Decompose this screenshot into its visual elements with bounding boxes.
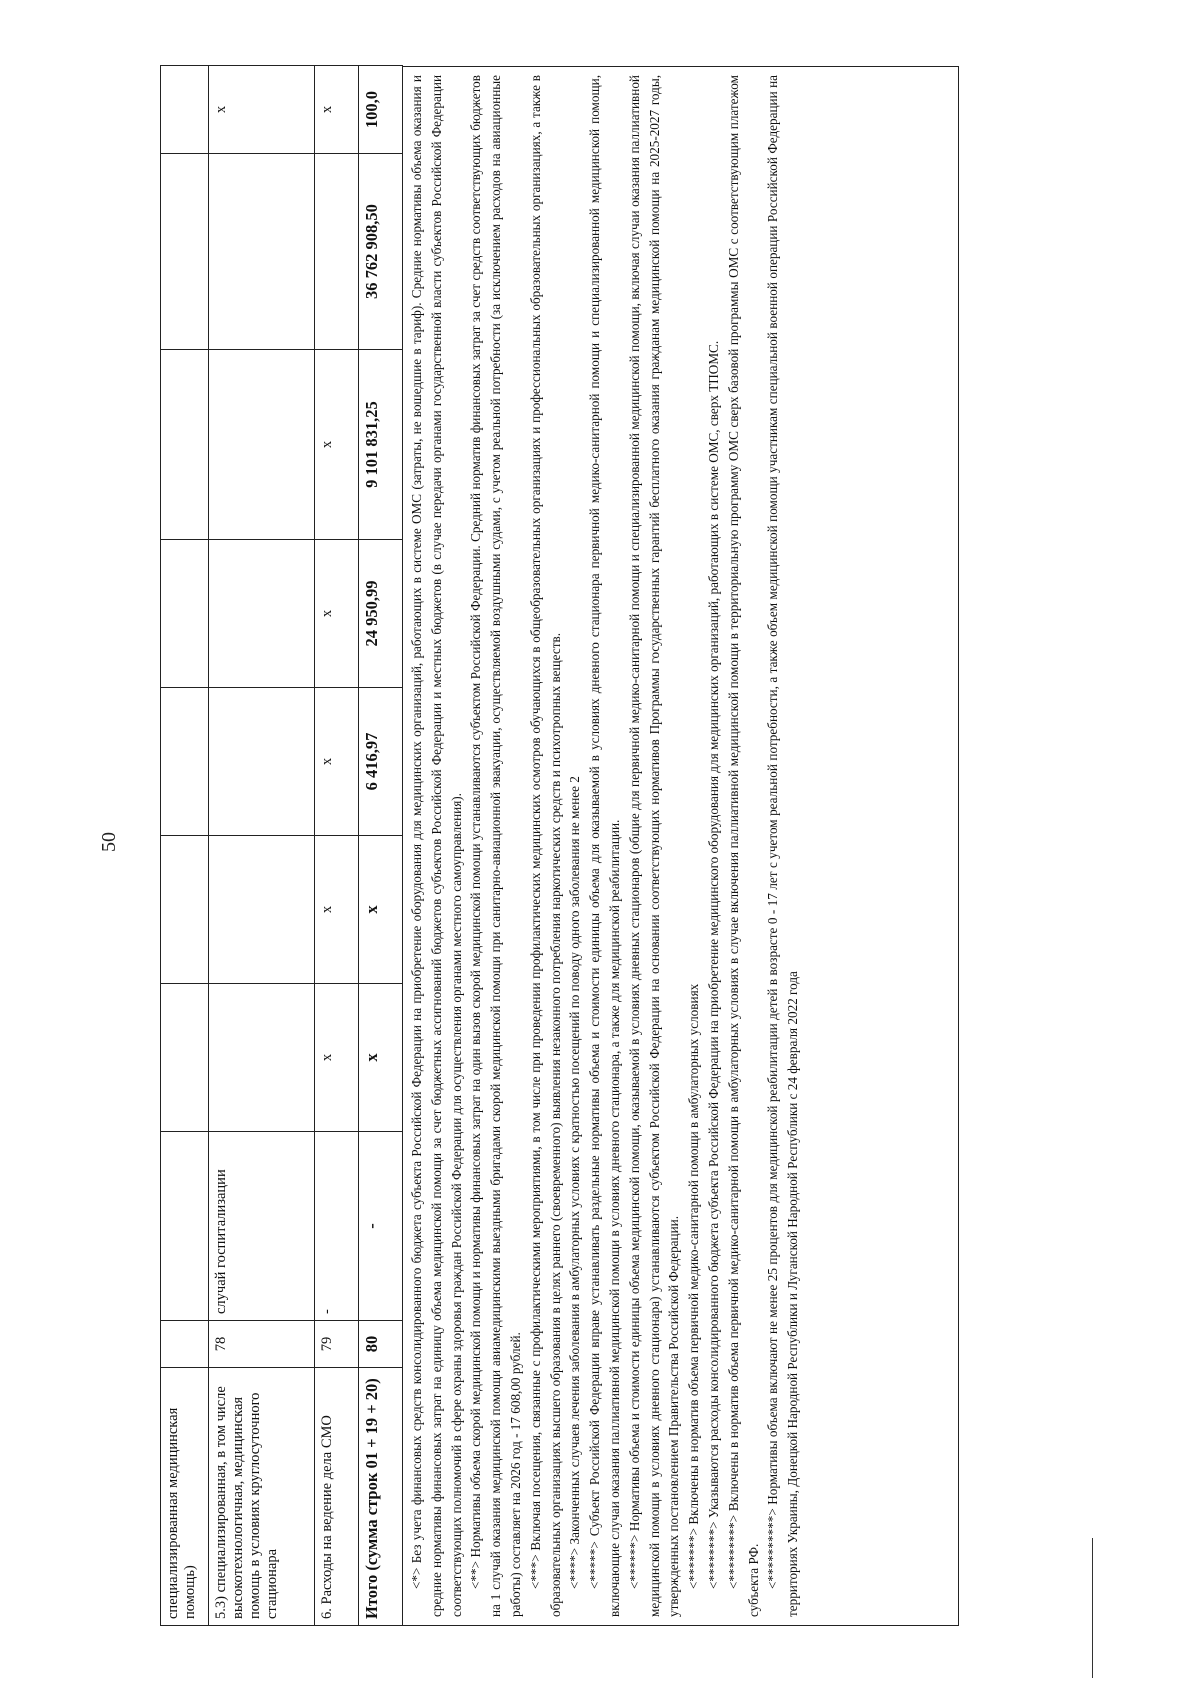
row-label: Итого (сумма строк 01 + 19 + 20) [359,1368,403,1626]
footnote: <**********> Нормативы объема включают не менее 25 процентов для медицинской реабилитации детей в возрасте 0 - 17 лет с учетом реальной потребности, а также объем медицинской помощи участникам специальной военной операции Российской Федерации на территориях Украины, Донецкой Народной Республики и Луганской Народной Республики с 24 февраля 2022 года [765,75,801,1617]
footnote: <*****> Субъект Российской Федерации вправе устанавливать раздельные нормативы объема и стоимости единицы объема для оказываемой в условиях дневного стационара первичной медико-санитарной помощи и специализированной медицинской помощи, включающие случаи оказания паллиативной медицинской помощи в условиях дневного стационара, а также для медицинской реабилитации. [587,75,622,1617]
footnote: <******> Нормативы объема и стоимости единицы объема медицинской помощи, оказываемой в условиях дневных стационаров (общие для первичной медико-санитарной помощи и специализированной медицинской помощи, включая случаи оказания паллиативной медицинской помощи в условиях дневного стационара) устанавливаются субъектом Российской Федерации на основании соответствующих нормативов Программы государственных гарантий бесплатного оказания гражданам медицинской помощи на 2025-2027 годы, утвержденных постановлением Правительства Российской Федерации. [626,75,682,1617]
row-label: 6. Расходы на ведение дела СМО [315,1368,359,1626]
footnote: <********> Указываются расходы консолидированного бюджета субъекта Российской Федерации на приобретение медицинского оборудования для медицинских организаций, работающих в системе ОМС, сверх ТПОМС. [705,340,721,1589]
unit-cell: - [315,1132,359,1321]
rotated-page-content [160,66,1060,1626]
table-row: 6. Расходы на ведение дела СМО 79 - x x x x x x [315,66,359,1626]
row-label: 5.3) специализированная, в том числе высокотехнологичная, медицинская помощь в условиях круглосуточного стационара [209,1368,315,1626]
footnote: <**> Нормативы объема скорой медицинской помощи и нормативы финансовых затрат на один вызов скорой медицинской помощи устанавливаются субъектом Российской Федерации. Средний норматив финансовых затрат за счет средств соответствующих бюджетов на 1 случай оказания медицинской помощи авиамедицинскими выездными бригадами скорой медицинской помощи при санитарно-авиационной эвакуации, осуществляемой воздушными судами, с учетом реальной потребности (за исключением расходов на авиационные работы) составляет на 2026 год - 17 608,00 рублей. [468,75,523,1617]
footnotes [403,66,959,1626]
table-row [161,66,209,1626]
row-number: 80 [359,1321,403,1368]
page-number: 50 [98,832,120,852]
table-row: 5.3) специализированная, в том числе высокотехнологичная, медицинская помощь в условиях круглосуточного стационара 78 случай госпитализации x [209,66,315,1626]
footnote: <*******> Включены в норматив объема первичной медико-санитарной помощи в амбулаторных условиях [686,983,702,1589]
footnote: <****> Законченных случаев лечения заболевания в амбулаторных условиях с кратностью посещений по поводу одного заболевания не менее 2 [567,776,583,1589]
footnote: <*> Без учета финансовых средств консолидированного бюджета субъекта Российской Федерации на приобретение оборудования для медицинских организаций, работающих в системе ОМС (затраты, не вошедшие в тариф). Средние нормативы объема оказания и средние нормативы финансовых затрат на единицу объема медицинской помощи за счет бюджетных ассигнований бюджетов субъектов Российской Федерации и местных бюджетов (в случае передачи органами государственной власти субъектов Российской Федерации соответствующих полномочий в сфере охраны здоровья граждан Российской Федерации для осуществления органами местного самоуправления). [409,75,464,1617]
total-row: Итого (сумма строк 01 + 19 + 20) 80 - x x 6 416,97 24 950,99 9 101 831,25 36 762 908,50 100,0 [359,66,403,1626]
footnote: <*********> Включены в норматив объема первичной медико-санитарной помощи в амбулаторных условиях в случае включения паллиативной медицинской помощи в территориальную программу ОМС сверх базовой программы ОМС с соответствующим платежом субъекта РФ. [725,75,761,1617]
unit-cell: - [359,1132,403,1321]
footnote-separator-line [1092,1538,1093,1678]
footnote: <***> Включая посещения, связанные с профилактическими мероприятиями, в том числе при проведении профилактических медицинских осмотров обучающихся в общеобразовательных организациях и профессиональных образовательных организациях, а также в образовательных организациях высшего образования в целях раннего (своевременного) выявления незаконного потребления наркотических средств и психотропных веществ. [527,75,563,1617]
row-number: 78 [209,1321,315,1368]
unit-cell: случай госпитализации [209,1132,315,1321]
row-number: 79 [315,1321,359,1368]
row-label: специализированная медицинская помощь) [161,1368,209,1626]
financing-table [160,65,403,1626]
